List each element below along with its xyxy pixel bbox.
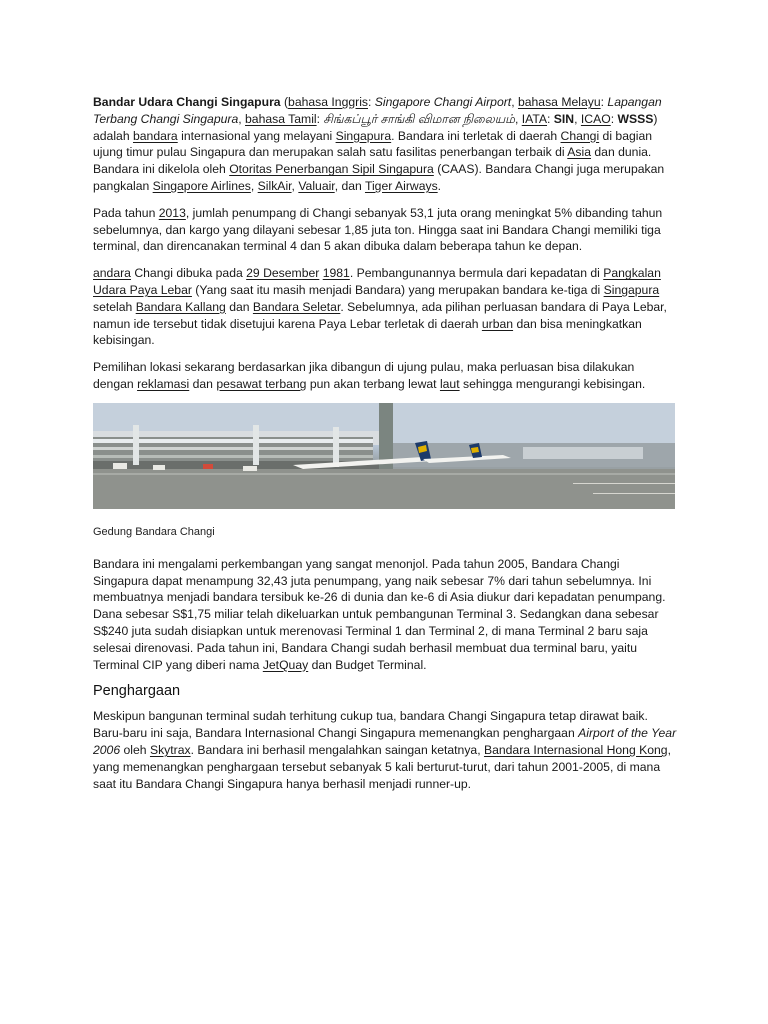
text-run: dan Budget Terminal. [308,657,427,672]
text-run: . Sebelumnya, ada pilihan perluasan bandara di Paya Lebar, namun ide tersebut tidak disetujui karena Paya Lebar terletak di daerah [93,299,667,331]
tamil-name: சிங்கப்பூர் சாங்கி விமான நிலையம் [323,111,515,126]
link-iata[interactable]: IATA [521,111,548,126]
link-tiger-airways[interactable]: Tiger Airways [364,178,438,193]
text-run: ) adalah [93,111,658,143]
text-run: , [511,95,518,109]
link-pangkalan-udara-paya-lebar[interactable]: Pangkalan Udara Paya Lebar [93,266,661,297]
text-run: , [250,178,258,193]
text-run: : [610,111,618,126]
link-bahasa-melayu[interactable]: bahasa Melayu [517,95,601,109]
history-paragraph [93,265,678,349]
link-icao[interactable]: ICAO [580,111,611,126]
text-run: dan [189,376,217,391]
iata-code: SIN [553,111,575,126]
text-run: di bagian ujung timur pulau Singapura dan merupakan salah satu fasilitas penerbangan terbaik di [93,128,653,160]
link-caas[interactable]: Otoritas Penerbangan Sipil Singapura [229,162,434,177]
link-singapura[interactable]: Singapura [335,128,392,143]
link-1981[interactable]: 1981 [322,266,350,281]
development-paragraph [93,556,678,674]
text-run: : [316,111,324,126]
article [93,94,678,802]
text-run: internasional yang melayani [177,128,336,143]
text-run: : [368,95,375,109]
text-run: Pada tahun [93,205,159,220]
link-urban[interactable]: urban [481,316,514,331]
text-run: . Pembangunannya bermula dari kepadatan di [349,266,604,281]
link-29-desember[interactable]: 29 Desember [246,266,320,281]
link-changi[interactable]: Changi [560,128,600,143]
link-jetquay[interactable]: JetQuay [262,657,309,672]
english-name: Singapore Changi Airport [374,95,512,109]
text-run: Pemilihan lokasi sekarang berdasarkan jika dibangun di ujung pulau, maka perluasan bisa dilakukan dengan [93,360,635,391]
statistics-paragraph [93,205,678,255]
link-singapore-airlines[interactable]: Singapore Airlines [152,178,251,193]
text-run: (CAAS). Bandara Changi juga merupakan pangkalan [93,162,665,193]
text-run: setelah [93,299,136,314]
link-andara[interactable]: andara [93,266,131,281]
text-run: , jumlah penumpang di Changi sebanyak 53,1 juta orang meningkat 5% dibanding tahun sebelumnya, dan kargo yang dilayani sebesar 1,85 juta ton. Hingga saat ini Bandara Changi memiliki tiga terminal, dan direncanakan terminal 4 dan 5 akan dibuka dalam beberapa tahun ke depan. [93,205,663,254]
link-singapura-2[interactable]: Singapura [603,282,660,297]
text-run: dan [225,299,253,314]
link-bahasa-tamil[interactable]: bahasa Tamil [245,111,317,126]
text-run: , [291,178,299,193]
section-heading-penghargaan: Penghargaan [93,683,181,700]
text-run: . Bandara ini berhasil mengalahkan saingan ketatnya, [190,742,484,757]
text-run: . [437,178,442,193]
text-run: pun akan terbang lewat [306,376,440,391]
text-run: . Bandara ini terletak di daerah [391,128,561,143]
airport-panorama-image [93,403,675,509]
text-run: , dan [334,178,365,193]
malay-name: Lapangan Terbang Changi Singapura [93,95,662,126]
link-bandara-kallang[interactable]: Bandara Kallang [135,299,226,314]
photo-caption: Gedung Bandara Changi [93,525,215,538]
link-bandara[interactable]: bandara [132,128,178,143]
text-run: , [238,111,246,126]
text-run: ( [280,95,289,109]
icao-code: WSSS [617,111,654,126]
text-run: dan bisa meningkatkan kebisingan. [93,316,642,348]
text-run: Meskipun bangunan terminal sudah terhitung cukup tua, bandara Changi Singapura tetap dirawat baik. Baru-baru ini saja, Bandara Internasional Changi Singapura memenangkan penghargaan [93,709,648,741]
text-run: (Yang saat itu masih menjadi Bandara) yang merupakan bandara ke-tiga di [191,282,604,297]
link-skytrax[interactable]: Skytrax [149,742,191,757]
text-run: Bandara ini mengalami perkembangan yang sangat menonjol. Pada tahun 2005, Bandara Changi Singapura dapat menampung 32,43 juta penumpang, yang naik sebesar 7% dari tahun sebelumnya. Ini membuatnya menjadi bandara tersibuk ke-26 di dunia dan ke-6 di Asia diukur dari kepadatan penumpang. Dana sebesar S$1,75 miliar telah dikeluarkan untuk pembangunan Terminal 3. Sedangkan dana sebesar S$240 juta sudah disiapkan untuk merenovasi Terminal 1 dan Terminal 2, di mana Terminal 2 baru saja selesai direnovasi. Pada tahun ini, Bandara Changi sudah berhasil membuat dua terminal baru, yaitu Terminal CIP yang diberi nama [93,556,666,672]
text-run: , yang memenangkan penghargaan tersebut sebanyak 5 kali berturut-turut, dari tahun 2001-2005, di mana saat itu Bandara Changi Singapura hanya berhasil menjadi runner-up. [93,742,671,791]
awards-paragraph [93,708,678,792]
text-run: Changi dibuka pada [130,266,247,281]
link-2013[interactable]: 2013 [158,205,186,220]
text-run: , [514,111,522,126]
article-title-bold: Bandar Udara Changi Singapura [93,95,281,109]
link-reklamasi[interactable]: reklamasi [137,376,190,391]
text-run: : [600,95,608,109]
link-valuair[interactable]: Valuair [298,178,335,193]
text-run: sehingga mengurangi kebisingan. [459,376,646,391]
text-run: oleh [120,742,150,757]
link-bandara-seletar[interactable]: Bandara Seletar [252,299,341,314]
link-silkair[interactable]: SilkAir [257,178,292,193]
link-bandara-hong-kong[interactable]: Bandara Internasional Hong Kong [483,742,668,757]
text-run: dan dunia. Bandara ini dikelola oleh [93,145,652,177]
link-laut[interactable]: laut [439,376,460,391]
link-asia[interactable]: Asia [567,145,591,160]
text-run: , [574,111,581,126]
link-pesawat-terbang[interactable]: pesawat terbang [216,376,307,391]
location-paragraph [93,359,678,393]
award-name: Airport of the Year 2006 [93,726,677,757]
intro-paragraph [93,94,678,195]
link-bahasa-inggris[interactable]: bahasa Inggris [288,95,368,109]
text-run: : [547,111,554,126]
airport-terminal-photo [93,403,675,509]
